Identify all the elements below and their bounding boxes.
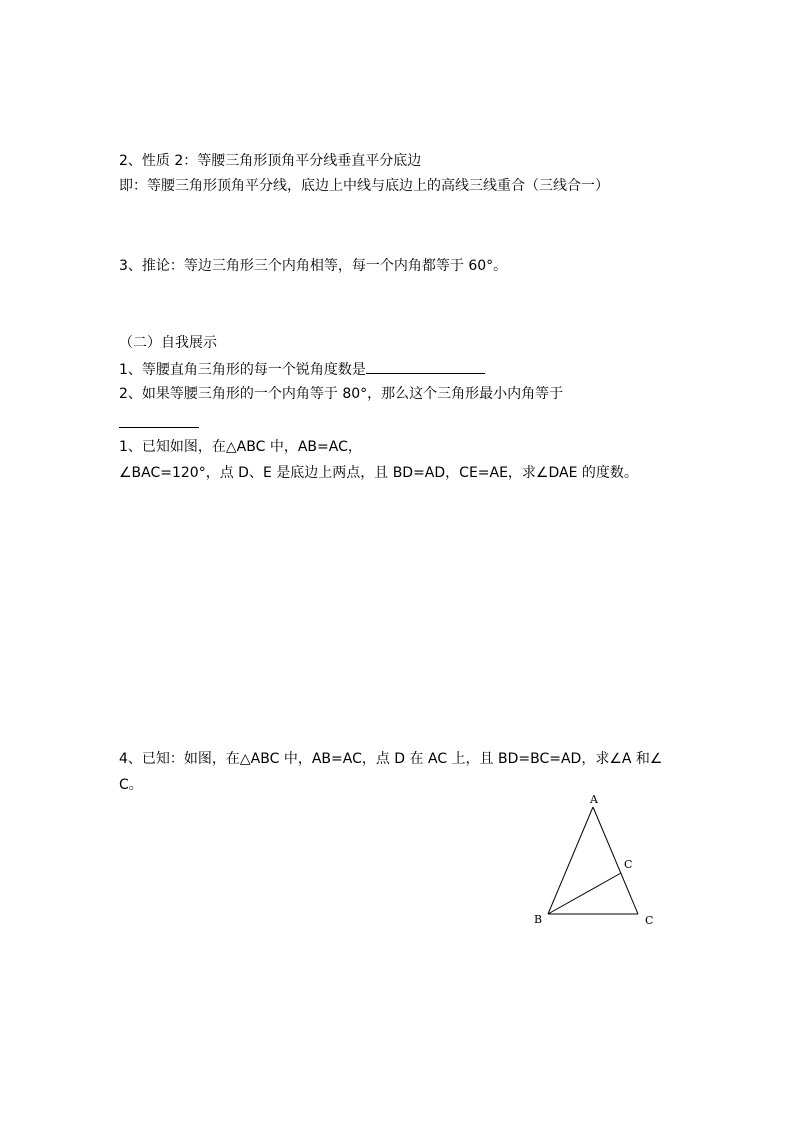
question-1-text: 1、等腰直角三角形的每一个锐角度数是: [119, 362, 366, 378]
answer-blank-2: [119, 411, 199, 428]
question-2: 2、如果等腰三角形的一个内角等于 80°，那么这个三角形最小内角等于: [119, 386, 564, 402]
section2-heading: （二）自我展示: [119, 335, 217, 351]
triangle-figure: [528, 790, 668, 935]
vertex-label-C: C: [645, 914, 654, 927]
property2-title: 2、性质 2：等腰三角形顶角平分线垂直平分底边: [119, 153, 422, 169]
answer-blank-1: [366, 357, 485, 374]
vertex-label-B: B: [534, 913, 543, 926]
problem-4-line-2: C。: [119, 777, 143, 793]
corollary3-text: 3、推论：等边三角形三个内角相等，每一个内角都等于 60°。: [119, 258, 508, 274]
segment-BD: [548, 873, 621, 914]
example-1-line-2: ∠BAC=120°，点 D、E 是底边上两点，且 BD=AD，CE=AE，求∠DAE 的度数。: [119, 465, 638, 481]
vertex-label-A: A: [590, 793, 598, 806]
question-1: [119, 357, 485, 380]
example-1-line-1: 1、已知如图，在△ABC 中，AB=AC，: [119, 439, 362, 455]
question-2-blank-row: [119, 411, 199, 434]
problem-4-line-1: 4、已知：如图，在△ABC 中，AB=AC，点 D 在 AC 上，且 BD=BC=AD，求∠A 和∠: [119, 751, 663, 767]
vertex-label-D: C: [624, 858, 633, 871]
side-AB: [548, 807, 593, 914]
property2-explanation: 即：等腰三角形顶角平分线，底边上中线与底边上的高线三线重合（三线合一）: [119, 178, 609, 194]
